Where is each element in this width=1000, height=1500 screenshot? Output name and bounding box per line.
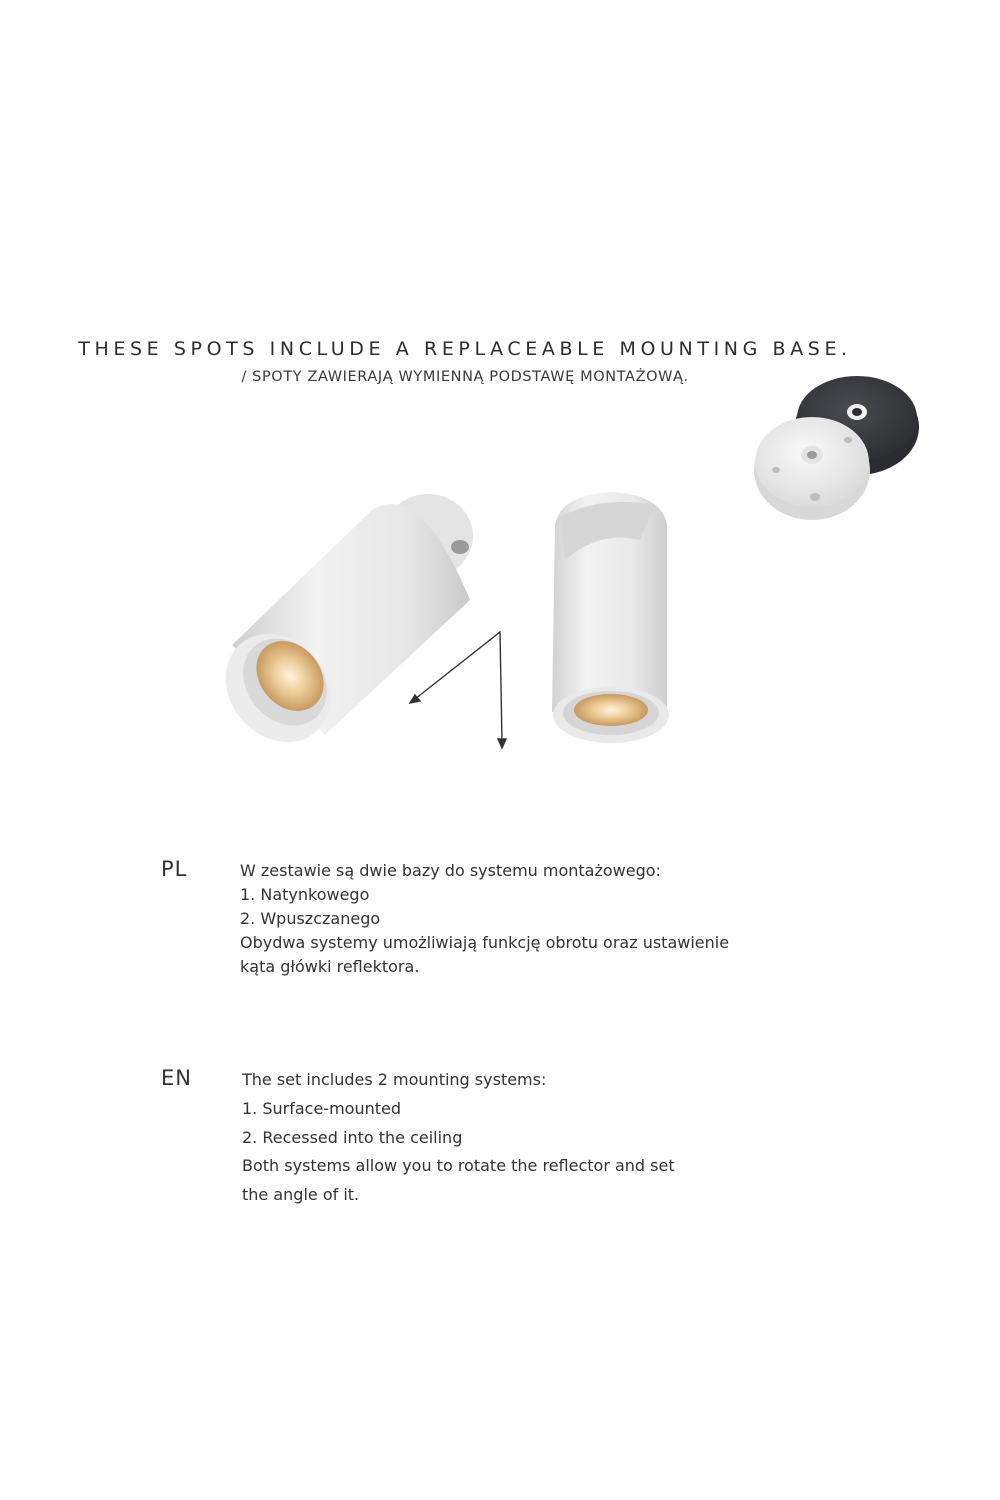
description-line: 1. Natynkowego (240, 885, 370, 904)
description-line: W zestawie są dwie bazy do systemu montażowego: (240, 861, 661, 880)
language-label-en: EN (161, 1066, 192, 1090)
page-title: THESE SPOTS INCLUDE A REPLACEABLE MOUNTING BASE. (78, 338, 852, 360)
surface-mounted-spot (204, 494, 473, 763)
description-line: 1. Surface-mounted (242, 1098, 402, 1118)
recessed-spot (552, 492, 669, 743)
arrow-icon (410, 632, 506, 748)
description-line: the angle of it. (242, 1185, 360, 1205)
description-line: The set includes 2 mounting systems: (242, 1070, 547, 1089)
description-line: Both systems allow you to rotate the reflector and set (242, 1156, 675, 1176)
description-line: 2. Wpuszczanego (240, 909, 381, 928)
white-mounting-base (754, 417, 870, 520)
description-line: 2. Recessed into the ceiling (242, 1127, 463, 1147)
language-label-pl: PL (161, 857, 188, 881)
page-subtitle: / SPOTY ZAWIERAJĄ WYMIENNĄ PODSTAWĘ MONTAŻOWĄ. (241, 369, 689, 385)
description-line: Obydwa systemy umożliwiają funkcję obrotu oraz ustawienie (240, 933, 730, 952)
description-en (242, 1066, 675, 1210)
description-pl (240, 859, 729, 979)
description-line: kąta główki reflektora. (240, 957, 420, 976)
product-illustration (0, 360, 1000, 800)
